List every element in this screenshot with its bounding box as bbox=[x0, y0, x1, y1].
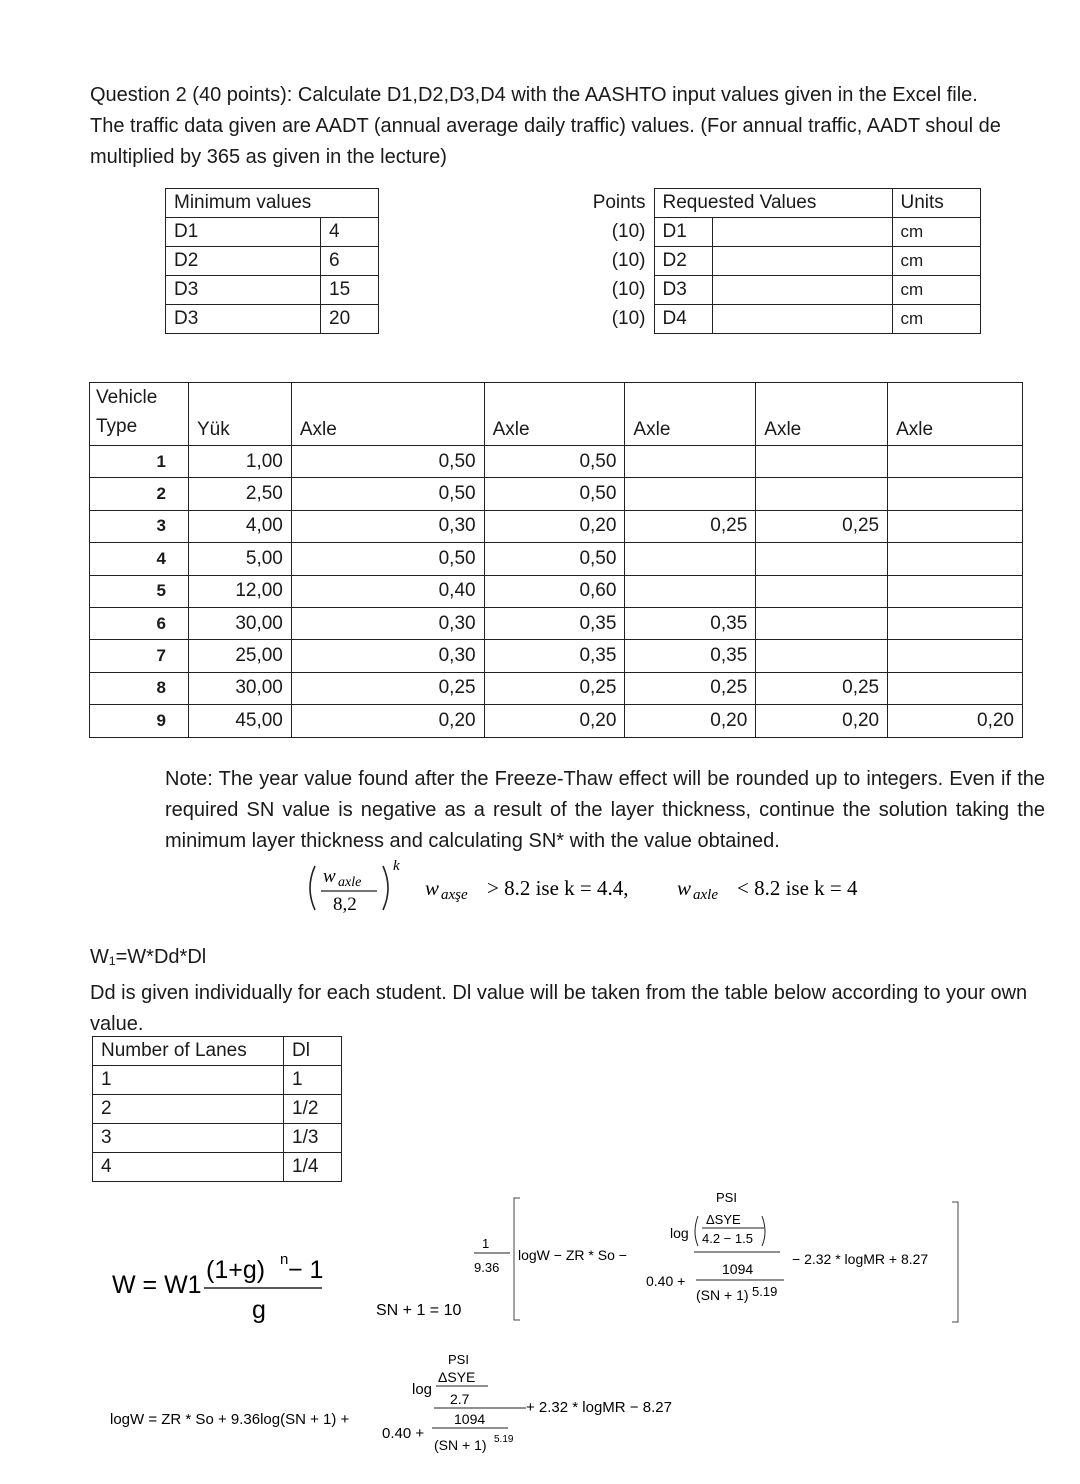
min-header: Minimum values bbox=[166, 189, 379, 218]
points-cell: (10) bbox=[611, 279, 646, 300]
unit-cell: cm bbox=[892, 276, 980, 305]
vehicle-row bbox=[90, 575, 1023, 607]
axle-cell: 0,30 bbox=[291, 510, 484, 542]
axle-cell: 0,25 bbox=[756, 510, 888, 542]
unit-cell: cm bbox=[892, 218, 980, 247]
axle-header-4: Axle bbox=[756, 383, 888, 446]
dd-text: Dd is given individually for each student. Dl value will be taken from the table below according to your own value. bbox=[90, 982, 1028, 1035]
vehicle-row bbox=[90, 705, 1023, 737]
axle-header-5: Axle bbox=[888, 383, 1023, 446]
logw-log: log bbox=[412, 1381, 433, 1398]
logw-psi: PSI bbox=[448, 1352, 469, 1367]
axle-cell: 0,25 bbox=[484, 672, 625, 704]
vehicle-row bbox=[90, 446, 1023, 478]
axle-cell: 0,30 bbox=[291, 607, 484, 639]
growth-num-exp: n bbox=[280, 1251, 289, 1268]
points-header: Points bbox=[592, 192, 646, 213]
load-cell: 5,00 bbox=[188, 543, 291, 575]
logw-sn-exp: 5.19 bbox=[494, 1434, 514, 1445]
cond1-sub: axşe bbox=[441, 887, 468, 903]
axle-header-3: Axle bbox=[625, 383, 756, 446]
load-cell: 25,00 bbox=[188, 640, 291, 672]
requested-label: D3 bbox=[654, 276, 712, 305]
axle-cell bbox=[625, 543, 756, 575]
axle-cell: 0,20 bbox=[484, 510, 625, 542]
axle-cell: 0,30 bbox=[291, 640, 484, 672]
axle-cell: 0,40 bbox=[291, 575, 484, 607]
axle-cell bbox=[756, 478, 888, 510]
min-value: 15 bbox=[321, 276, 379, 305]
requested-label: D4 bbox=[654, 305, 712, 334]
sn-c1094: 1094 bbox=[722, 1261, 754, 1277]
cond1-rest: > 8.2 ise k = 4.4, bbox=[487, 876, 629, 900]
requested-value-cell bbox=[712, 305, 892, 334]
lanes-header: Number of Lanes bbox=[93, 1037, 284, 1066]
requested-value-cell bbox=[712, 218, 892, 247]
vehicle-row bbox=[90, 672, 1023, 704]
min-value: 20 bbox=[321, 305, 379, 334]
load-header: Yük bbox=[188, 383, 291, 446]
logw-tail: + 2.32 * logMR − 8.27 bbox=[526, 1399, 672, 1416]
vehicle-type-header bbox=[90, 383, 189, 446]
unit-cell: cm bbox=[892, 305, 980, 334]
axle-cell: 0,25 bbox=[756, 672, 888, 704]
sn-frac-num: 1 bbox=[482, 1236, 490, 1251]
vehicle-type-header-line1: Vehicle bbox=[96, 387, 158, 408]
axle-cell: 0,50 bbox=[484, 478, 625, 510]
axle-cell bbox=[888, 543, 1023, 575]
axle-cell: 0,35 bbox=[625, 640, 756, 672]
requested-label: D2 bbox=[654, 247, 712, 276]
vehicle-table-body bbox=[90, 446, 1023, 738]
axle-cell: 0,25 bbox=[625, 672, 756, 704]
vehicle-type-cell: 1 bbox=[90, 446, 189, 478]
dl-cell: 1 bbox=[284, 1066, 342, 1095]
logw-sn: (SN + 1) bbox=[434, 1437, 487, 1453]
vehicle-row bbox=[90, 607, 1023, 639]
axle-cell: 0,20 bbox=[484, 705, 625, 737]
sn-sn-exp: 5.19 bbox=[752, 1284, 778, 1299]
note-text: Note: The year value found after the Freeze-Thaw effect will be rounded up to integers. Even if the required SN value is negative as a result of the layer thickness, continue the solution taking the minimum layer thickness and calculating SN* with the value obtained. bbox=[165, 768, 1045, 852]
axle-cell bbox=[888, 607, 1023, 639]
axle-cell bbox=[756, 575, 888, 607]
vehicle-type-header-line2: Type bbox=[96, 416, 138, 437]
min-label: D3 bbox=[166, 305, 321, 334]
axle-cell: 0,25 bbox=[291, 672, 484, 704]
sn-lhs: SN + 1 = 10 bbox=[376, 1302, 462, 1319]
units-header: Units bbox=[892, 189, 980, 218]
growth-num-rest: − 1 bbox=[288, 1256, 324, 1284]
load-cell: 30,00 bbox=[188, 607, 291, 639]
axle-header-2: Axle bbox=[484, 383, 625, 446]
min-label: D1 bbox=[166, 218, 321, 247]
lanes-cell: 3 bbox=[93, 1124, 284, 1153]
axle-cell: 0,20 bbox=[291, 705, 484, 737]
axle-cell: 0,50 bbox=[484, 543, 625, 575]
vehicle-type-cell: 6 bbox=[90, 607, 189, 639]
cond1-var: w bbox=[425, 876, 440, 900]
axle-cell bbox=[888, 446, 1023, 478]
cond2-rest: < 8.2 ise k = 4 bbox=[737, 876, 858, 900]
load-cell: 2,50 bbox=[188, 478, 291, 510]
cond2-sub: axle bbox=[693, 887, 718, 903]
requested-value-cell bbox=[712, 247, 892, 276]
load-cell: 45,00 bbox=[188, 705, 291, 737]
axle-cell bbox=[888, 672, 1023, 704]
requested-values-table bbox=[578, 188, 981, 334]
min-label: D3 bbox=[166, 276, 321, 305]
axle-cell bbox=[756, 640, 888, 672]
points-cell: (10) bbox=[611, 308, 646, 329]
lanes-cell: 4 bbox=[93, 1153, 284, 1182]
minimum-values-table bbox=[165, 188, 379, 334]
k-den: 8,2 bbox=[333, 894, 357, 915]
axle-cell: 0,60 bbox=[484, 575, 625, 607]
requested-header: Requested Values bbox=[654, 189, 892, 218]
growth-num: (1+g) bbox=[206, 1256, 266, 1284]
logw-dpsi: ΔSYE bbox=[438, 1369, 476, 1385]
vehicle-type-cell: 3 bbox=[90, 510, 189, 542]
question-text bbox=[90, 80, 1050, 173]
vehicle-row bbox=[90, 543, 1023, 575]
question-line-3: multiplied by 365 as given in the lecture) bbox=[90, 146, 447, 168]
load-cell: 30,00 bbox=[188, 672, 291, 704]
cond2-var: w bbox=[677, 876, 692, 900]
growth-lhs: W = W1 bbox=[112, 1271, 202, 1299]
vehicle-type-cell: 9 bbox=[90, 705, 189, 737]
load-cell: 4,00 bbox=[188, 510, 291, 542]
axle-cell bbox=[625, 478, 756, 510]
logw-lhs: logW = ZR * So + 9.36log(SN + 1) + bbox=[110, 1411, 350, 1428]
sn-dpsi: ΔSYE bbox=[706, 1212, 741, 1227]
min-label: D2 bbox=[166, 247, 321, 276]
axle-cell bbox=[888, 510, 1023, 542]
growth-formula bbox=[110, 1248, 340, 1328]
min-value: 4 bbox=[321, 218, 379, 247]
unit-cell: cm bbox=[892, 247, 980, 276]
axle-cell: 0,20 bbox=[756, 705, 888, 737]
sn-tail: − 2.32 * logMR + 8.27 bbox=[792, 1251, 929, 1267]
vehicle-axle-table bbox=[89, 382, 1023, 738]
vehicle-type-cell: 2 bbox=[90, 478, 189, 510]
load-cell: 1,00 bbox=[188, 446, 291, 478]
vehicle-row bbox=[90, 640, 1023, 672]
question-line-2: The traffic data given are AADT (annual average daily traffic) values. (For annual traffic, AADT shoul de bbox=[90, 115, 1001, 137]
points-cell: (10) bbox=[611, 221, 646, 242]
axle-cell bbox=[756, 607, 888, 639]
vehicle-type-cell: 8 bbox=[90, 672, 189, 704]
vehicle-type-cell: 7 bbox=[90, 640, 189, 672]
axle-cell bbox=[625, 575, 756, 607]
axle-cell bbox=[888, 640, 1023, 672]
sn-c040: 0.40 + bbox=[646, 1273, 686, 1289]
requested-label: D1 bbox=[654, 218, 712, 247]
points-cell: (10) bbox=[611, 250, 646, 271]
growth-den: g bbox=[252, 1296, 266, 1324]
axle-cell: 0,50 bbox=[291, 478, 484, 510]
axle-cell: 0,25 bbox=[625, 510, 756, 542]
requested-value-cell bbox=[712, 276, 892, 305]
sn-formula bbox=[370, 1180, 970, 1330]
axle-cell: 0,50 bbox=[291, 446, 484, 478]
axle-cell: 0,20 bbox=[625, 705, 756, 737]
dl-cell: 1/4 bbox=[284, 1153, 342, 1182]
sn-range: 4.2 − 1.5 bbox=[702, 1231, 753, 1246]
logw-c040: 0.40 + bbox=[382, 1425, 425, 1442]
lanes-cell: 1 bbox=[93, 1066, 284, 1095]
w1-formula: W₁=W*Dd*Dl bbox=[90, 946, 207, 968]
logw-formula bbox=[108, 1340, 708, 1460]
sn-psi: PSI bbox=[716, 1190, 737, 1205]
lanes-table bbox=[92, 1036, 342, 1182]
dl-cell: 1/3 bbox=[284, 1124, 342, 1153]
axle-cell bbox=[756, 543, 888, 575]
vehicle-row bbox=[90, 510, 1023, 542]
axle-cell bbox=[888, 478, 1023, 510]
axle-cell bbox=[756, 446, 888, 478]
axle-cell: 0,35 bbox=[484, 640, 625, 672]
min-value: 6 bbox=[321, 247, 379, 276]
sn-log: log bbox=[670, 1225, 689, 1241]
load-cell: 12,00 bbox=[188, 575, 291, 607]
sn-body: logW − ZR * So − bbox=[518, 1247, 627, 1263]
sn-frac-den: 9.36 bbox=[474, 1260, 500, 1275]
dl-cell: 1/2 bbox=[284, 1095, 342, 1124]
axle-cell: 0,35 bbox=[484, 607, 625, 639]
vehicle-type-cell: 4 bbox=[90, 543, 189, 575]
vehicle-type-cell: 5 bbox=[90, 575, 189, 607]
axle-cell: 0,50 bbox=[291, 543, 484, 575]
axle-cell: 0,50 bbox=[484, 446, 625, 478]
k-num-sub: axle bbox=[338, 875, 362, 890]
axle-header-1: Axle bbox=[291, 383, 484, 446]
k-exponent-formula bbox=[305, 858, 955, 918]
question-line-1: Question 2 (40 points): Calculate D1,D2,D3,D4 with the AASHTO input values given in the Excel file. bbox=[90, 84, 978, 106]
k-exp: k bbox=[393, 858, 400, 874]
axle-cell bbox=[888, 575, 1023, 607]
axle-cell bbox=[625, 446, 756, 478]
dl-header: Dl bbox=[284, 1037, 342, 1066]
vehicle-row bbox=[90, 478, 1023, 510]
axle-cell: 0,35 bbox=[625, 607, 756, 639]
sn-sn: (SN + 1) bbox=[696, 1287, 749, 1303]
axle-cell: 0,20 bbox=[888, 705, 1023, 737]
k-num-var: w bbox=[323, 866, 336, 887]
logw-num: 2.7 bbox=[450, 1391, 470, 1407]
lanes-cell: 2 bbox=[93, 1095, 284, 1124]
logw-c1094: 1094 bbox=[454, 1411, 486, 1427]
